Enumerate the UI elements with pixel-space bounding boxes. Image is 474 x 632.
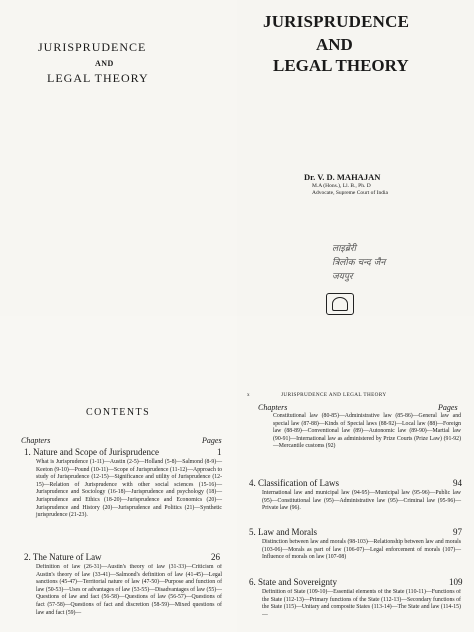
author-name: Dr. V. D. MAHAJAN: [304, 172, 381, 182]
chapter-page: 109: [449, 577, 463, 587]
chapter-heading: [249, 577, 337, 587]
pages-label: Pages: [202, 436, 222, 445]
title-page: [237, 0, 474, 316]
stamp-line1: लाइब्रेरी: [332, 244, 357, 254]
half-title-line2: AND: [95, 59, 114, 68]
chapters-label: Chapters: [258, 403, 288, 412]
chapter-number: 2.: [24, 552, 31, 562]
stamp-line2: त्रिलोक चन्द जैन: [332, 258, 386, 268]
chapter-summary: What is Jurisprudence (1-11)—Austin (2-5)—Holland (5-8)—Salmond (8-9)—Keeton (9-10)—Pound (10-11)—Scope of Jurisprudence (11-12)—Approach to study of Jurisprudence (12-15)—Significance and utility of Jurisprudence (12-15)—Relation of Jurisprudence with other social sciences (15-16)—Jurisprudence and Sociology (16-18)—Jurisprudence and psychology (18)—Jurisprudence and Ethics (18-20)—Jurisprudence and Economics (20)—Jurisprudence and History (20)—Jurisprudence and Politics (21)—Synthetic jurisprudence (21-23).: [36, 459, 222, 519]
chapter-heading: [24, 447, 159, 457]
half-title-line1: JURISPRUDENCE: [38, 40, 147, 54]
chapter-number: 6.: [249, 577, 256, 587]
pages-label: Pages: [438, 403, 458, 412]
page-marker: x: [247, 392, 250, 398]
chapter-summary: Distinction between law and morals (98-103)—Relationship between law and morals (103-06)—Morals as part of law (106-07)—Legal enforcement of morals (107)—Influence of morals on law (107-08): [262, 539, 461, 561]
chapter-summary: Definition of State (109-10)—Essential elements of the State (110-11)—Functions of the State (112-13)—Primary functions of the State (112-13)—Secondary functions of the State (115)—Unitary and composite States (113-14)—The State and law (114-15)—: [262, 589, 461, 618]
contents-title: CONTENTS: [86, 407, 151, 418]
chapter-page: 97: [453, 527, 462, 537]
chapter-heading: [249, 527, 317, 537]
chapter-number: 4.: [249, 478, 256, 488]
chapter-heading: [24, 552, 102, 562]
chapter-number: 5.: [249, 527, 256, 537]
chapter-title: Classification of Laws: [258, 478, 339, 488]
contents-page-right: [237, 316, 474, 632]
publisher-logo-icon: [326, 293, 354, 315]
chapter-number: 1.: [24, 447, 31, 457]
chapter-summary: International law and municipal law (94-95)—Municipal law (95-96)—Public law (95)—Constitutional law (95)—Administrative law (95)—Criminal law (95-96)—Private law (96).: [262, 490, 461, 512]
chapter-title: Law and Morals: [258, 527, 317, 537]
title-line3: LEGAL THEORY: [273, 56, 409, 75]
chapter-page: 1: [217, 447, 222, 457]
chapter-title: State and Sovereignty: [258, 577, 337, 587]
author-position: Advocate, Supreme Court of India: [312, 190, 388, 196]
title-line1: JURISPRUDENCE: [263, 12, 410, 31]
chapter-summary: Definition of law (26-31)—Austin's theory of law (31-33)—Criticism of Austin's theory of law (33-41)—Salmond's definition of law (41-45)—Legal sanctions (45-47)—Territorial nature of law (47-50)—Purpose and function of law (50-53)—Uses or advantages of law (53-55)—Disadvantages of law (55)—Questions of law and fact (56-58)—Questions of law (56-57)—Questions of fact (57-58)—Questions of fact and discretion (58-59)—Mixed questions of law and fact (59)—: [36, 564, 222, 616]
title-line2: AND: [316, 35, 353, 54]
stamp-line3: जयपुर: [332, 272, 353, 282]
contents-page-left: [0, 316, 237, 632]
owner-stamp: [332, 242, 457, 286]
chapter-page: 26: [211, 552, 220, 562]
half-title-line3: LEGAL THEORY: [47, 71, 149, 85]
chapters-label: Chapters: [21, 436, 51, 445]
chapter-title: The Nature of Law: [32, 552, 102, 562]
chapter-page: 94: [453, 478, 462, 488]
chapter-heading: [249, 478, 339, 488]
running-head: JURISPRUDENCE AND LEGAL THEORY: [281, 392, 387, 398]
author-qualifications: M.A (Hons.), Ll. B., Ph. D: [312, 183, 371, 189]
half-title-page: [0, 0, 237, 316]
chapter-title: Nature and Scope of Jurisprudence: [33, 447, 159, 457]
continued-summary: Constitutional law (80-85)—Administrative law (85-86)—General law and special law (87-88)—Kinds of Special laws (88-92)—Local law (88)—Foreign law (88-89)—Conventional law (89)—Autonomic law (89-90)—Martial law (90-91)—International law as administered by Prize Courts (Prize Law) (91-92)—Mercantile customs (92): [273, 413, 461, 450]
